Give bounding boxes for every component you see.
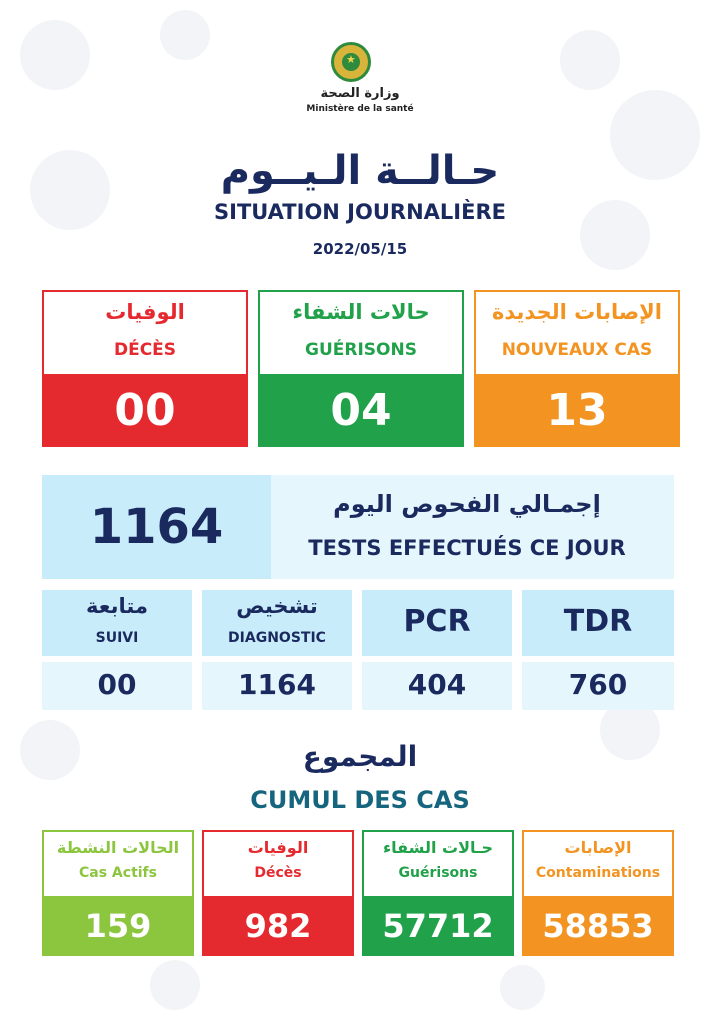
- diagnostic-label-ar: تشخيص: [236, 594, 318, 618]
- background-virus-decoration: [500, 965, 545, 1010]
- daily-new-cases-card: [474, 290, 680, 447]
- daily-deaths-label-fr: DÉCÈS: [113, 340, 177, 360]
- daily-recoveries-card: [258, 290, 464, 447]
- suivi-value: 00: [97, 668, 137, 701]
- cumulative-deaths-card: [202, 830, 354, 956]
- cumulative-contaminations-value: 58853: [524, 896, 672, 956]
- diagnostic-header: [202, 590, 352, 656]
- ministry-name-french: Ministère de la santé: [306, 104, 414, 114]
- suivi-label-fr: SUIVI: [95, 630, 139, 646]
- page-title-french: SITUATION JOURNALIÈRE: [214, 200, 506, 224]
- daily-recoveries-value: 04: [260, 374, 462, 447]
- cumulative-recoveries-label-fr: Guérisons: [398, 865, 478, 881]
- cumulative-title-french: CUMUL DES CAS: [250, 786, 470, 814]
- cumulative-deaths-label-ar: الوفيات: [247, 838, 309, 857]
- tdr-label: TDR: [563, 604, 633, 639]
- daily-new-cases-label-fr: NOUVEAUX CAS: [501, 340, 653, 360]
- suivi-label-ar: متابعة: [86, 594, 148, 618]
- daily-recoveries-label-fr: GUÉRISONS: [305, 340, 417, 360]
- cumulative-active-card: [42, 830, 194, 956]
- diagnostic-label-fr: DIAGNOSTIC: [228, 630, 326, 646]
- page-title-arabic: حـالــة الـيــوم: [220, 148, 500, 194]
- pcr-value: 404: [407, 668, 467, 701]
- cumulative-contaminations-label-fr: Contaminations: [535, 865, 661, 881]
- pcr-cell: [362, 662, 512, 710]
- tests-total-value: 1164: [42, 475, 271, 579]
- daily-deaths-label-ar: الوفيات: [105, 300, 185, 324]
- cumulative-contaminations-card: [522, 830, 674, 956]
- tdr-value: 760: [568, 668, 628, 701]
- national-seal-icon: ★: [331, 42, 371, 82]
- cumulative-deaths-label-fr: Décès: [254, 865, 302, 881]
- cumulative-deaths-value: 982: [204, 896, 352, 956]
- cumulative-active-label-ar: الحالات النشطة: [56, 838, 180, 857]
- cumulative-contaminations-label-ar: الإصابات: [564, 838, 632, 857]
- daily-deaths-value: 00: [44, 374, 246, 447]
- tests-label-french: TESTS EFFECTUÉS CE JOUR: [308, 536, 626, 560]
- pcr-header: [362, 590, 512, 656]
- tdr-header: [522, 590, 674, 656]
- daily-deaths-card: [42, 290, 248, 447]
- cumulative-active-value: 159: [44, 896, 192, 956]
- background-virus-decoration: [20, 20, 90, 90]
- cumulative-recoveries-card: [362, 830, 514, 956]
- daily-recoveries-label-ar: حالات الشفاء: [292, 300, 430, 324]
- cumulative-title-arabic: المجموع: [302, 740, 418, 773]
- daily-new-cases-value: 13: [476, 374, 678, 447]
- suivi-header: [42, 590, 192, 656]
- diagnostic-cell: [202, 662, 352, 710]
- ministry-name-arabic: وزارة الصحة: [320, 86, 400, 101]
- cumulative-recoveries-label-ar: حـالات الشفاء: [382, 838, 494, 857]
- daily-new-cases-label-ar: الإصابات الجديدة: [492, 300, 662, 324]
- tests-label-arabic: إجمـالي الفحوص اليوم: [333, 490, 601, 518]
- pcr-label: PCR: [403, 604, 471, 639]
- suivi-cell: [42, 662, 192, 710]
- background-virus-decoration: [150, 960, 200, 1010]
- background-virus-decoration: [160, 10, 210, 60]
- cumulative-active-label-fr: Cas Actifs: [79, 865, 157, 881]
- background-virus-decoration: [560, 30, 620, 90]
- report-date: 2022/05/15: [312, 240, 408, 258]
- diagnostic-value: 1164: [238, 668, 316, 701]
- cumulative-recoveries-value: 57712: [364, 896, 512, 956]
- tdr-cell: [522, 662, 674, 710]
